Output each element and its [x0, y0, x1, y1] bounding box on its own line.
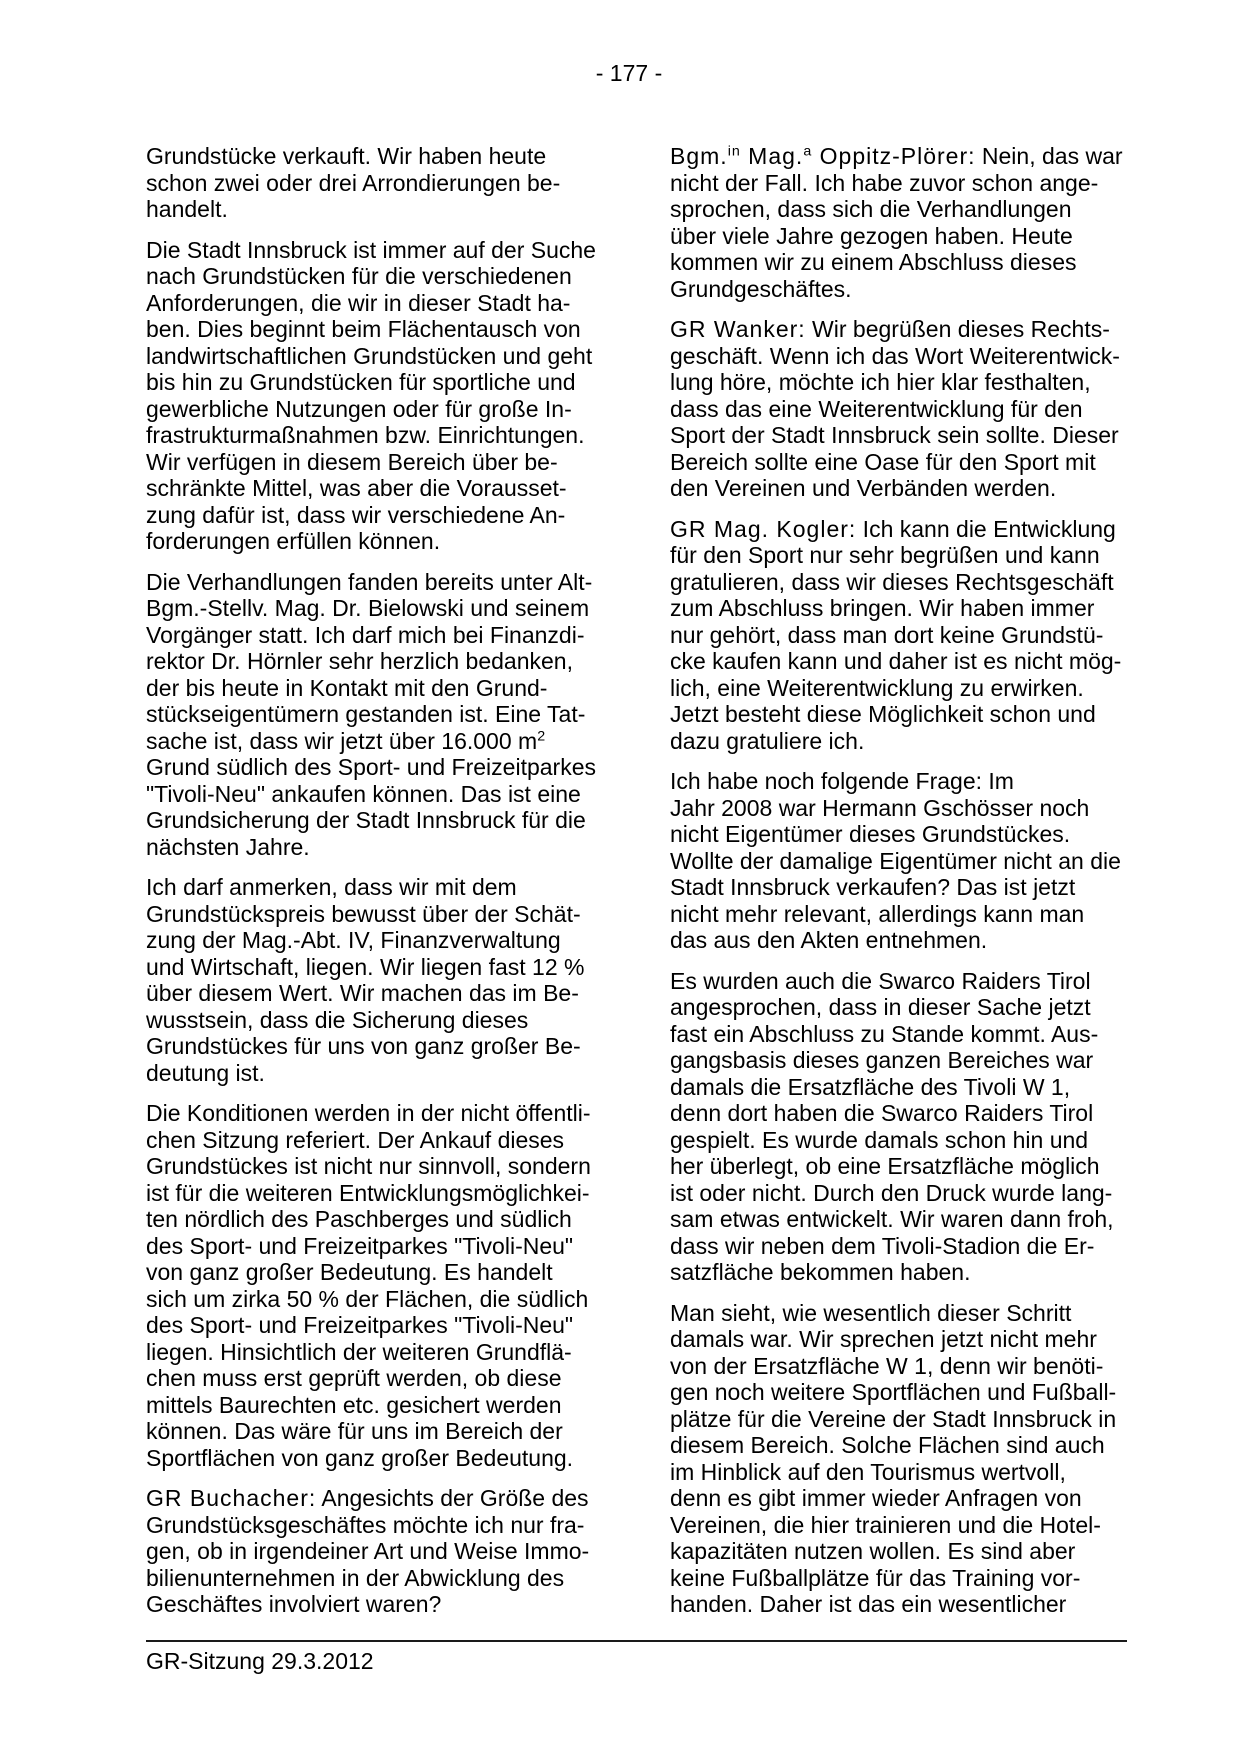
- paragraph: GR Mag. Kogler: Ich kann die Entwicklung für den Sport nur sehr begrüßen und kann gratulieren, dass wir dieses Rechtsgeschäft zum Abschluss bringen. Wir haben immer nur gehört, dass man dort keine Grundstü- cke kaufen kann und daher ist es nicht mög- lich, eine Weiterentwicklung zu erwirken. Jetzt besteht diese Möglichkeit schon und dazu gratuliere ich.: [670, 515, 1122, 754]
- column-right: [670, 143, 1156, 1632]
- superscript: in: [727, 143, 741, 160]
- paragraph: Die Stadt Innsbruck ist immer auf der Suche nach Grundstücken für die verschiedenen Anforderungen, die wir in dieser Stadt ha- ben. Dies beginnt beim Flächentausch von landwirtschaftlichen Grundstücken und geht bis hin zu Grundstücken für sportliche und gewerbliche Nutzungen oder für große In- frastrukturmaßnahmen bzw. Einrichtungen. Wir verfügen in diesem Bereich über be- schränkte Mittel, was aber die Vorausset- zung dafür ist, dass wir verschiedene An- forderungen erfüllen können.: [146, 236, 596, 554]
- paragraph: GR Wanker: Wir begrüßen dieses Rechts- geschäft. Wenn ich das Wort Weiterentwick- lung höre, möchte ich hier klar festhalten, dass das eine Weiterentwicklung für den Sport der Stadt Innsbruck sein sollte. Dieser Bereich sollte eine Oase für den Sport mit den Vereinen und Verbänden werden.: [670, 316, 1120, 501]
- footer-divider: [146, 1640, 1127, 1642]
- column-left: [146, 143, 632, 1632]
- paragraph: Grundstücke verkauft. Wir haben heute schon zwei oder drei Arrondierungen be- handelt.: [146, 143, 561, 222]
- footer-session-label: GR-Sitzung 29.3.2012: [146, 1648, 374, 1674]
- paragraph: Bgm.$^{in}$ Mag.$^a$ Oppitz-Plörer: Nein, das war nicht der Fall. Ich habe zuvor schon ange- sprochen, dass sich die Verhandlungen über viele Jahre gezogen haben. Heute kommen wir zu einem Abschluss dieses Grundgeschäftes.: [670, 143, 1123, 302]
- paragraph: Ich habe noch folgende Frage: Im Jahr 2008 war Hermann Gschösser noch nicht Eigentümer dieses Grundstückes. Wollte der damalige Eigentümer nicht an die Stadt Innsbruck verkaufen? Das ist jetzt nicht mehr relevant, allerdings kann man das aus den Akten entnehmen.: [670, 768, 1121, 953]
- paragraph: Es wurden auch die Swarco Raiders Tirol angesprochen, dass in dieser Sache jetzt fast ein Abschluss zu Stande kommt. Aus- gangsbasis dieses ganzen Bereiches war damals die Ersatzfläche des Tivoli W 1, denn dort haben die Swarco Raiders Tirol gespielt. Es wurde damals schon hin und her überlegt, ob eine Ersatzfläche möglich ist oder nicht. Durch den Druck wurde lang- sam etwas entwickelt. Wir waren dann froh, dass wir neben dem Tivoli-Stadion die Er- satzfläche bekommen haben.: [670, 967, 1114, 1285]
- paragraph: Man sieht, wie wesentlich dieser Schritt damals war. Wir sprechen jetzt nicht mehr von der Ersatzfläche W 1, denn wir benöti- gen noch weitere Sportflächen und Fußball- plätze für die Vereine der Stadt Innsbruck in diesem Bereich. Solche Flächen sind auch im Hinblick auf den Tourismus wertvoll, denn es gibt immer wieder Anfragen von Vereinen, die hier trainieren und die Hotel- kapazitäten nutzen wollen. Es sind aber keine Fußballplätze für das Training vor- handen. Daher ist das ein wesentlicher: [670, 1299, 1117, 1617]
- page-number: - 177 -: [595, 60, 663, 86]
- paragraph: Ich darf anmerken, dass wir mit dem Grundstückspreis bewusst über der Schät- zung der Mag.-Abt. IV, Finanzverwaltung und Wirtschaft, liegen. Wir liegen fast 12 % über diesem Wert. Wir machen das im Be- wusstsein, dass die Sicherung dieses Grundstückes für uns von ganz großer Be- deutung ist.: [146, 874, 585, 1086]
- paragraph: GR Buchacher: Angesichts der Größe des Grundstücksgeschäftes möchte ich nur fra- gen, ob in irgendeiner Art und Weise Immo- bilienunternehmen in der Abwicklung des Geschäftes involviert waren?: [146, 1485, 590, 1617]
- superscript: 2: [537, 727, 546, 744]
- speaker-name: GR Wanker:: [670, 316, 806, 342]
- speaker-name: GR Buchacher:: [146, 1485, 317, 1511]
- speaker-name: Bgm.$^{in}$ Mag.$^a$ Oppitz-Plörer:: [670, 143, 976, 169]
- speaker-name: GR Mag. Kogler:: [670, 515, 857, 542]
- paragraph: Die Konditionen werden in der nicht öffentli- chen Sitzung referiert. Der Ankauf dieses Grundstückes ist nicht nur sinnvoll, sondern ist für die weiteren Entwicklungsmöglichkei- ten nördlich des Paschberges und südlich des Sport- und Freizeitparkes "Tivoli-Neu" von ganz großer Bedeutung. Es handelt sich um zirka 50 % der Flächen, die südlich des Sport- und Freizeitparkes "Tivoli-Neu" liegen. Hinsichtlich der weiteren Grundflä- chen muss erst geprüft werden, ob diese mittels Baurechten etc. gesichert werden können. Das wäre für uns im Bereich der Sportflächen von ganz großer Bedeutung.: [146, 1100, 591, 1471]
- superscript: a: [803, 143, 813, 160]
- paragraph: Die Verhandlungen fanden bereits unter Alt- Bgm.-Stellv. Mag. Dr. Bielowski und seinem Vorgänger statt. Ich darf mich bei Finanzdi- rektor Dr. Hörnler sehr herzlich bedanken, der bis heute in Kontakt mit den Grund- stückseigentümern gestanden ist. Eine Tat- sache ist, dass wir jetzt über 16.000 $m^2$ Grund südlich des Sport- und Freizeitparkes "Tivoli-Neu" ankaufen können. Das ist eine Grundsicherung der Stadt Innsbruck für die nächsten Jahre.: [146, 568, 596, 860]
